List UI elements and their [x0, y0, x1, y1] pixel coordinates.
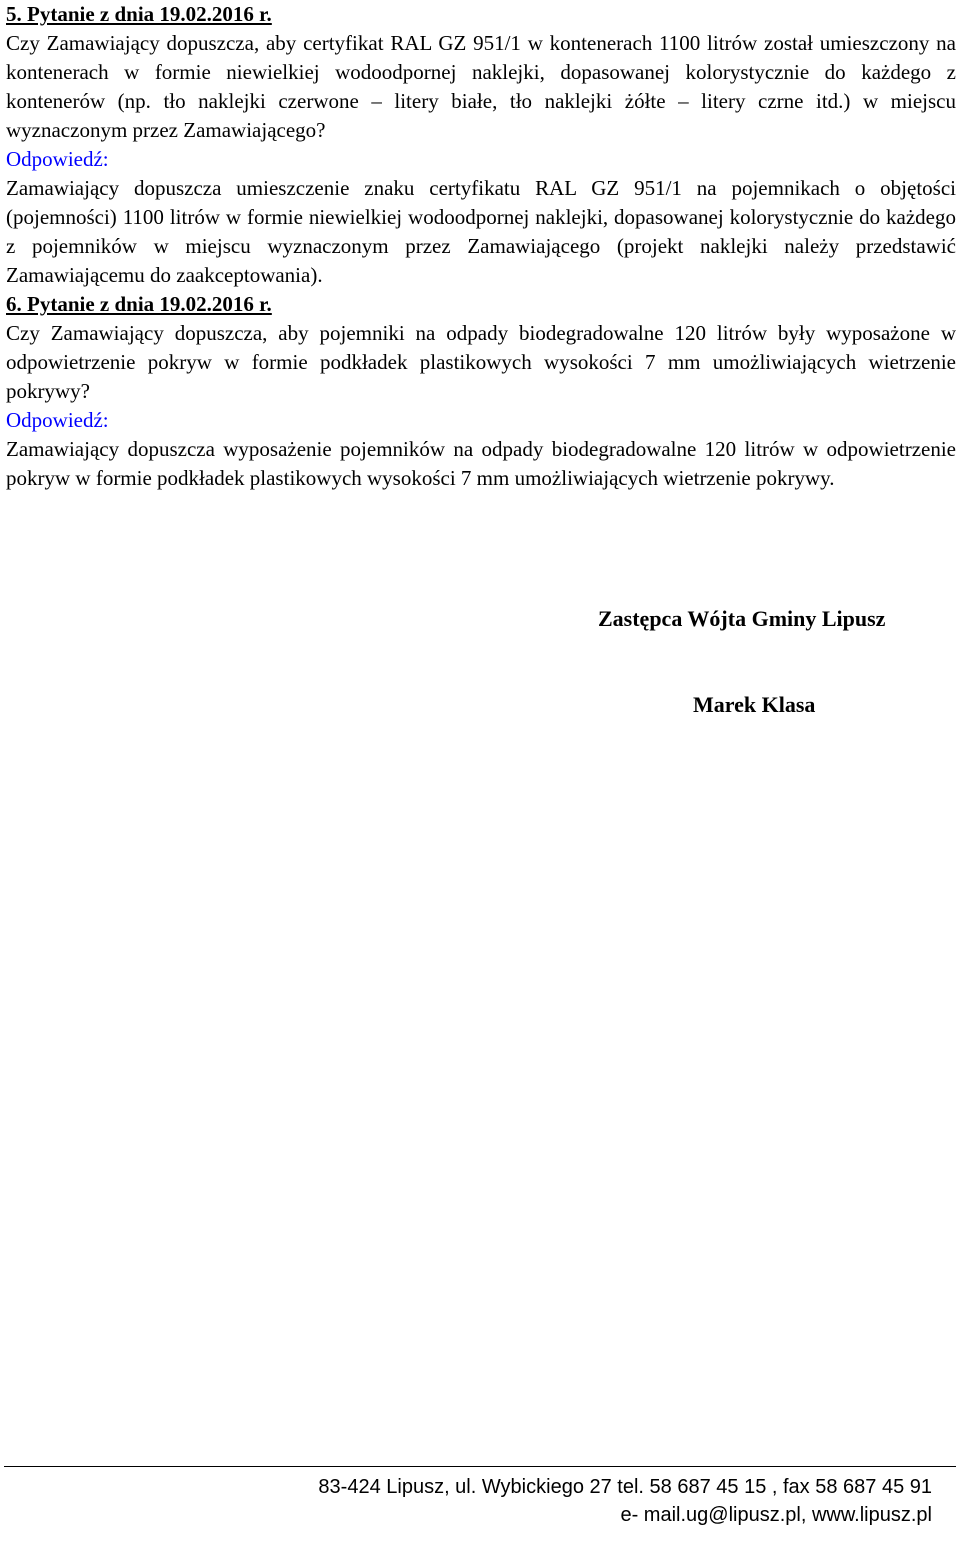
footer-divider [4, 1466, 956, 1467]
signature-name: Marek Klasa [693, 692, 816, 717]
answer-6-text: Zamawiający dopuszcza wyposażenie pojemników na odpady biodegradowalne 120 litrów w odpowietrzenie pokryw w formie podkładek plastikowych wysokości 7 mm umożliwiających wietrzenie pokrywy. [6, 437, 956, 490]
answer-6-label: Odpowiedź: [6, 408, 109, 432]
answer-5-text: Zamawiający dopuszcza umieszczenie znaku certyfikatu RAL GZ 951/1 na pojemnikach o objętości (pojemności) 1100 litrów w formie niewielkiej wodoodpornej naklejki, dopasowanej kolorystycznie do każdego z pojemników w miejscu wyznaczonym przez Zamawiającego (projekt naklejki należy przedstawić Zamawiającemu do zaakceptowania). [6, 176, 956, 287]
question-5-heading: 5. Pytanie z dnia 19.02.2016 r. [6, 2, 272, 26]
document-body [6, 0, 956, 493]
question-5-text: Czy Zamawiający dopuszcza, aby certyfikat RAL GZ 951/1 w kontenerach 1100 litrów został umieszczony na kontenerach w formie niewielkiej wodoodpornej naklejki, dopasowanej kolorystycznie do każdego z kontenerów (np. tło naklejki czerwone – litery białe, tło naklejki żółte – litery czrne itd.) w miejscu wyznaczonym przez Zamawiającego? [6, 31, 956, 142]
footer-contact: e- mail.ug@lipusz.pl, www.lipusz.pl [620, 1504, 932, 1526]
answer-5-label: Odpowiedź: [6, 147, 109, 171]
footer-address: 83-424 Lipusz, ul. Wybickiego 27 tel. 58 687 45 15 , fax 58 687 45 91 [318, 1476, 932, 1498]
signature-title: Zastępca Wójta Gminy Lipusz [598, 606, 886, 631]
question-6-text: Czy Zamawiający dopuszcza, aby pojemniki na odpady biodegradowalne 120 litrów były wyposażone w odpowietrzenie pokryw w formie podkładek plastikowych wysokości 7 mm umożliwiających wietrzenie pokrywy? [6, 321, 956, 403]
question-6-heading: 6. Pytanie z dnia 19.02.2016 r. [6, 292, 272, 316]
